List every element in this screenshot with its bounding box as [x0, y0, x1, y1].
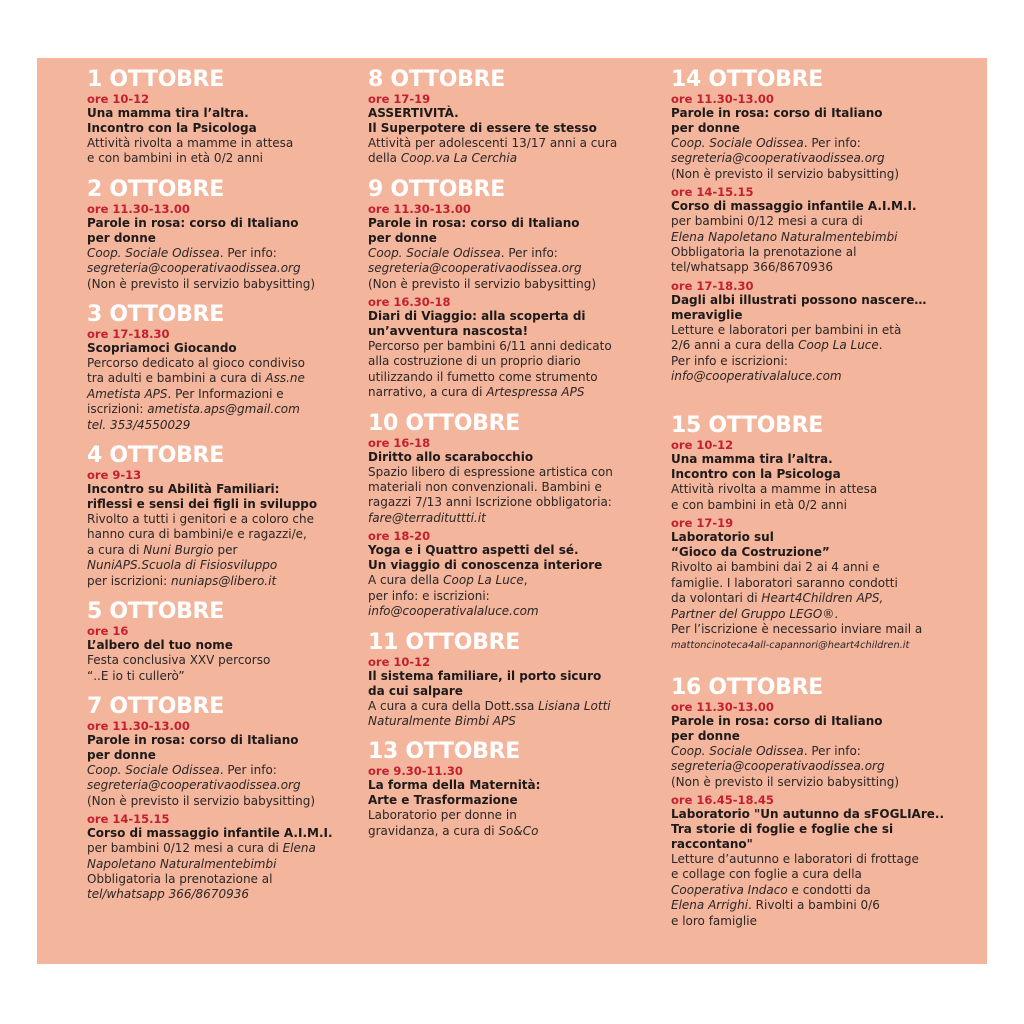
event-description-line [368, 354, 660, 369]
event [368, 202, 660, 292]
event-description-line [671, 214, 963, 229]
event-title: riflessi e sensi dei figli in sviluppo [87, 497, 318, 512]
italic-segment: tel/whatsapp 366/8670936 [87, 887, 249, 902]
day-block [368, 412, 660, 620]
text-segment: . [878, 338, 883, 353]
event [368, 295, 660, 401]
text-segment: e loro famiglie [671, 913, 757, 928]
text-segment: . Per info: [219, 245, 277, 260]
text-segment: A cura a cura della Dott.ssa [368, 698, 539, 713]
italic-segment: Napoletano Naturalmentebimbi [87, 856, 277, 871]
text-segment: per [213, 542, 238, 557]
italic-segment: Heart4Children APS, [761, 591, 884, 606]
event-description-line [368, 151, 660, 166]
italic-segment: info@cooperativalaluce.com [368, 604, 539, 619]
italic-segment: Cooperativa Indaco [671, 882, 788, 897]
event-description-line [87, 543, 379, 558]
italic-segment: Partner del Gruppo LEGO® [671, 606, 835, 621]
text-segment: Percorso per bambini 6/11 anni dedicato [368, 339, 612, 354]
text-segment: Percorso dedicato al gioco condiviso [87, 356, 305, 371]
event-description-line [87, 574, 379, 589]
day-date: 1 OTTOBRE [87, 67, 224, 92]
event-description-line [368, 714, 660, 729]
event-description-line [671, 883, 963, 898]
event-description-line [368, 480, 660, 495]
event-title: Laboratorio "Un autunno da sFOGLIAre.. [671, 806, 944, 821]
event [87, 327, 379, 433]
day-block [671, 676, 963, 929]
event-title: Incontro con la Psicologa [87, 121, 257, 135]
event [368, 764, 660, 839]
text-segment: . Per info: [803, 136, 861, 150]
event-description-line [87, 371, 379, 386]
day-block [671, 414, 963, 653]
event-title: Scopriamoci Giocando [87, 341, 237, 356]
text-segment: per bambini 0/12 mesi a cura di [87, 841, 283, 856]
column-1 [87, 68, 379, 906]
italic-segment: Coop.va La Cerchia [400, 151, 518, 166]
event-description-line [368, 339, 660, 354]
text-segment: 2/6 anni a cura della [671, 338, 799, 353]
event-time: ore 18-20 [368, 529, 431, 544]
event-title: per donne [671, 121, 740, 135]
event-description-line [671, 498, 963, 513]
event-title: raccontano" [671, 836, 753, 851]
text-segment: . Per info: [803, 743, 861, 758]
italic-segment: Coop La Luce [798, 338, 879, 353]
event-description-line [87, 512, 379, 527]
event-description-line [368, 699, 660, 714]
event-title: da cui salpare [368, 683, 463, 698]
event-title: Corso di massaggio infantile A.I.M.I. [671, 199, 917, 214]
italic-segment: Naturalmente Bimbi APS [368, 713, 516, 728]
event-description-line [671, 323, 963, 338]
text-segment: . [834, 606, 839, 621]
italic-segment: Coop. Sociale Odissea [87, 762, 220, 777]
italic-segment: Elena Arrighi [671, 898, 749, 913]
event-description-line [671, 637, 963, 653]
italic-segment: Ass.ne [265, 371, 305, 386]
event-time: ore 9.30-11.30 [368, 764, 463, 779]
event-title: Parole in rosa: corso di Italiano [87, 732, 299, 747]
text-segment: e con bambini in età 0/2 anni [87, 151, 263, 166]
event-time: ore 17-19 [671, 516, 734, 531]
event [671, 516, 963, 653]
event-description-line [368, 261, 660, 276]
event-title: “Gioco da Costruzione” [671, 545, 830, 560]
event-time: ore 10-12 [671, 438, 734, 453]
event-title: ASSERTIVITÀ. [368, 106, 459, 120]
event [368, 529, 660, 619]
italic-segment: Lisiana Lotti [538, 698, 611, 713]
text-segment: della [368, 151, 401, 166]
text-segment: famiglie. I laboratori saranno condotti [671, 575, 898, 590]
day-block [87, 695, 379, 903]
text-segment: ragazzi 7/13 anni Iscrizione obbligatoria: [368, 495, 612, 510]
event-title: Parole in rosa: corso di Italiano [368, 215, 580, 230]
day-block [368, 68, 660, 167]
event [671, 279, 963, 385]
italic-segment: segreteria@cooperativaodissea.org [87, 261, 301, 276]
column-3 [671, 68, 963, 932]
event-title: un’avventura nascosta! [368, 324, 529, 339]
italic-segment: mattoncinoteca4all-capannori@heart4children.it [671, 640, 910, 652]
text-segment: utilizzando il fumetto come strumento [368, 369, 598, 384]
event [87, 468, 379, 589]
event-time: ore 16.45-18.45 [671, 792, 774, 807]
program-panel [37, 58, 987, 964]
event-time: ore 14-15.15 [87, 812, 170, 827]
italic-segment: tel. 353/4550029 [87, 417, 191, 432]
italic-segment: NuniAPS.Scuola di Fisiosviluppo [87, 558, 278, 573]
event [87, 92, 379, 167]
event-description-line [87, 778, 379, 793]
text-segment: Letture e laboratori per bambini in età [671, 322, 902, 337]
day-block [87, 303, 379, 433]
day-date: 3 OTTOBRE [87, 302, 224, 328]
event-description-line [368, 589, 660, 604]
italic-segment: nuniaps@libero.it [170, 573, 277, 588]
event [671, 185, 963, 276]
event-description-line [671, 759, 963, 774]
event-title: Laboratorio sul [671, 530, 774, 545]
event-description-line [87, 418, 379, 433]
text-segment: e condotti da [787, 882, 871, 897]
day-date: 10 OTTOBRE [368, 410, 520, 436]
text-segment: Laboratorio per donne in [368, 808, 517, 823]
event-description-line [671, 914, 963, 929]
event-time: ore 14-15.15 [671, 185, 754, 200]
event-description-line [368, 136, 660, 151]
text-segment: hanno cura di bambini/e e ragazzi/e, [87, 527, 307, 542]
text-segment: Attività rivolta a mamme in attesa [671, 482, 878, 497]
text-segment: Obbligatoria la prenotazione al [671, 245, 857, 260]
italic-segment: Elena Napoletano Naturalmentebimbi [671, 229, 898, 244]
text-segment: . Per info: [500, 245, 558, 260]
event-description-line [87, 136, 379, 151]
day-block [87, 178, 379, 292]
text-segment: Attività rivolta a mamme in attesa [87, 136, 294, 150]
event-title: Parole in rosa: corso di Italiano [671, 106, 883, 120]
event-description-line [368, 824, 660, 839]
text-segment: Per info e iscrizioni: [671, 353, 788, 368]
day-date: 11 OTTOBRE [368, 629, 520, 655]
event-description-line [368, 511, 660, 526]
text-segment: a cura di [87, 542, 144, 557]
text-segment: Rivolto ai bambini dai 2 ai 4 anni e [671, 560, 880, 575]
text-segment: Per l’iscrizione è necessario inviare mail a [671, 621, 923, 636]
event-description-line [671, 230, 963, 245]
event [87, 812, 379, 903]
day-date: 16 OTTOBRE [671, 674, 823, 700]
event [87, 719, 379, 809]
italic-segment: segreteria@cooperativaodissea.org [87, 778, 301, 793]
italic-segment: segreteria@cooperativaodissea.org [368, 261, 582, 276]
event-description-line [671, 369, 963, 384]
column-2 [368, 68, 660, 842]
text-segment: Letture d’autunno e laboratori di frottage [671, 851, 919, 866]
event-title: Il sistema familiare, il porto sicuro [368, 668, 602, 683]
event-title: Dagli albi illustrati possono nascere… [671, 292, 927, 307]
text-segment: . Per info: [219, 762, 277, 777]
event-description-line [671, 151, 963, 166]
event-description-line [87, 669, 379, 684]
event-title: Tra storie di foglie e foglie che si [671, 821, 894, 836]
event [671, 438, 963, 513]
event-title: Diritto allo scarabocchio [368, 449, 534, 464]
event-description-line [368, 277, 660, 292]
day-block [368, 740, 660, 839]
event-description-line [87, 527, 379, 542]
event [671, 793, 963, 929]
event-title: Una mamma tira l’altra. [87, 106, 249, 120]
event-description-line [368, 465, 660, 480]
event-title: Yoga e i Quattro aspetti del sé. [368, 543, 579, 558]
text-segment: tra adulti e bambini a cura di [87, 371, 266, 386]
event-description-line [671, 354, 963, 369]
event-time: ore 10-12 [87, 92, 150, 106]
text-segment: e collage con foglie a cura della [671, 867, 862, 882]
day-date: 9 OTTOBRE [368, 176, 505, 202]
text-segment: materiali non convenzionali. Bambini e [368, 480, 602, 495]
italic-segment: Coop. Sociale Odissea [87, 245, 220, 260]
text-segment: alla costruzione di un proprio diario [368, 354, 581, 369]
day-date: 4 OTTOBRE [87, 443, 224, 469]
event-description-line [671, 775, 963, 790]
event-description-line [671, 482, 963, 497]
event-title: Incontro su Abilità Familiari: [87, 482, 280, 497]
event-description-line [671, 852, 963, 867]
event-time: ore 10-12 [368, 654, 431, 669]
event-description-line [671, 136, 963, 151]
event-time: ore 11.30-13.00 [671, 699, 774, 714]
event-time: ore 11.30-13.00 [87, 718, 190, 733]
event-description-line [671, 744, 963, 759]
event-time: ore 16-18 [368, 435, 431, 450]
event-description-line [87, 794, 379, 809]
event-description-line [87, 841, 379, 856]
event-description-line [671, 607, 963, 622]
event-time: ore 17-18.30 [671, 278, 754, 293]
event-title: per donne [87, 230, 156, 245]
italic-segment: segreteria@cooperativaodissea.org [671, 759, 885, 774]
event-time: ore 11.30-13.00 [368, 201, 471, 216]
event-description-line [671, 622, 963, 637]
event-description-line [671, 576, 963, 591]
text-segment: (Non è previsto il servizio babysitting) [671, 166, 900, 181]
event-description-line [368, 604, 660, 619]
event-time: ore 17-18.30 [87, 327, 170, 342]
text-segment: “..E io ti cullerò” [87, 668, 185, 683]
event-title: Parole in rosa: corso di Italiano [87, 215, 299, 230]
italic-segment: Ametista APS [87, 386, 168, 401]
italic-segment: Elena [282, 841, 316, 856]
text-segment: Rivolto a tutti i genitori e a coloro che [87, 512, 314, 527]
event-title: Il Superpotere di essere te stesso [368, 121, 597, 135]
text-segment: tel/whatsapp 366/8670936 [671, 260, 833, 275]
italic-segment: Coop. Sociale Odissea [368, 245, 501, 260]
text-segment: narrativo, a cura di [368, 385, 487, 400]
event-description-line [671, 867, 963, 882]
event-time: ore 11.30-13.00 [671, 92, 774, 106]
event-time: ore 16 [87, 624, 129, 639]
event-title: per donne [671, 728, 740, 743]
event-title: L’albero del tuo nome [87, 638, 233, 653]
italic-segment: ametista.aps@gmail.com [147, 402, 300, 417]
event-description-line [671, 898, 963, 913]
event-title: Parole in rosa: corso di Italiano [671, 713, 883, 728]
day-block [368, 631, 660, 730]
event-description-line [368, 246, 660, 261]
italic-segment: Coop. Sociale Odissea [671, 136, 804, 150]
event-description-line [368, 370, 660, 385]
event-description-line [368, 495, 660, 510]
event [87, 624, 379, 684]
text-segment: (Non è previsto il servizio babysitting) [671, 774, 900, 789]
event-description-line [87, 402, 379, 417]
text-segment: e con bambini in età 0/2 anni [671, 497, 847, 512]
event-description-line [87, 653, 379, 668]
event-title: per donne [368, 230, 437, 245]
day-block [87, 68, 379, 167]
text-segment: (Non è previsto il servizio babysitting) [368, 276, 597, 291]
event-description-line [87, 558, 379, 573]
event [671, 92, 963, 182]
event-title: La forma della Maternità: [368, 778, 541, 793]
event-description-line [87, 277, 379, 292]
text-segment: per iscrizioni: [87, 573, 171, 588]
day-date: 7 OTTOBRE [87, 693, 224, 719]
text-segment: per bambini 0/12 mesi a cura di [671, 214, 863, 229]
text-segment: . Per Informazioni e [167, 386, 284, 401]
event-title: Corso di massaggio infantile A.I.M.I. [87, 826, 333, 841]
event-time: ore 9-13 [87, 468, 142, 483]
event [368, 92, 660, 167]
event-title: Una mamma tira l’altra. [671, 452, 833, 467]
event-title: per donne [87, 747, 156, 762]
event-description-line [87, 356, 379, 371]
event-description-line [87, 246, 379, 261]
event-time: ore 11.30-13.00 [87, 201, 190, 216]
event-description-line [87, 763, 379, 778]
day-date: 14 OTTOBRE [671, 67, 823, 92]
text-segment: per info: e iscrizioni: [368, 588, 490, 603]
text-segment: da volontari di [671, 591, 762, 606]
text-segment: gravidanza, a cura di [368, 823, 499, 838]
day-date: 15 OTTOBRE [671, 413, 823, 439]
event-description-line [671, 167, 963, 182]
event-time: ore 17-19 [368, 92, 431, 106]
text-segment: . Rivolti a bambini 0/6 [748, 898, 880, 913]
text-segment: , [523, 573, 528, 588]
italic-segment: Coop La Luce [443, 573, 524, 588]
italic-segment: info@cooperativalaluce.com [671, 369, 842, 384]
day-block [368, 178, 660, 401]
italic-segment: segreteria@cooperativaodissea.org [671, 151, 885, 166]
text-segment: (Non è previsto il servizio babysitting) [87, 276, 316, 291]
text-segment: A cura della [368, 573, 444, 588]
text-segment: Spazio libero di espressione artistica con [368, 464, 613, 479]
event-description-line [87, 261, 379, 276]
text-segment: iscrizioni: [87, 402, 148, 417]
event-description-line [671, 245, 963, 260]
text-segment: Obbligatoria la prenotazione al [87, 871, 273, 886]
day-date: 13 OTTOBRE [368, 739, 520, 765]
event-title: Diari di Viaggio: alla scoperta di [368, 309, 586, 324]
text-segment: Attività per adolescenti 13/17 anni a cura [368, 136, 618, 150]
event-description-line [671, 591, 963, 606]
event-description-line [368, 808, 660, 823]
event [368, 436, 660, 527]
event-description-line [87, 857, 379, 872]
event [87, 202, 379, 292]
day-block [87, 444, 379, 589]
event-time: ore 16.30-18 [368, 295, 451, 310]
italic-segment: fare@terradituttti.it [368, 510, 486, 525]
event [671, 700, 963, 790]
event-description-line [671, 260, 963, 275]
event-description-line [87, 872, 379, 887]
italic-segment: So&Co [498, 823, 539, 838]
italic-segment: Nuni Burgio [143, 542, 214, 557]
event-title: Un viaggio di conoscenza interiore [368, 558, 603, 573]
event-title: Arte e Trasformazione [368, 793, 518, 808]
event-title: Incontro con la Psicologa [671, 467, 841, 482]
event-description-line [368, 573, 660, 588]
day-block [87, 600, 379, 684]
italic-segment: Coop. Sociale Odissea [671, 743, 804, 758]
italic-segment: Artespressa APS [486, 385, 585, 400]
event [368, 655, 660, 730]
event-description-line [87, 387, 379, 402]
day-date: 8 OTTOBRE [368, 67, 505, 92]
text-segment: (Non è previsto il servizio babysitting) [87, 793, 316, 808]
event-description-line [671, 338, 963, 353]
day-block [671, 68, 963, 384]
day-date: 2 OTTOBRE [87, 176, 224, 202]
event-description-line [368, 385, 660, 400]
event-description-line [671, 560, 963, 575]
event-title: meraviglie [671, 307, 743, 322]
day-date: 5 OTTOBRE [87, 599, 224, 625]
text-segment: Festa conclusiva XXV percorso [87, 653, 271, 668]
event-description-line [87, 887, 379, 902]
event-description-line [87, 151, 379, 166]
